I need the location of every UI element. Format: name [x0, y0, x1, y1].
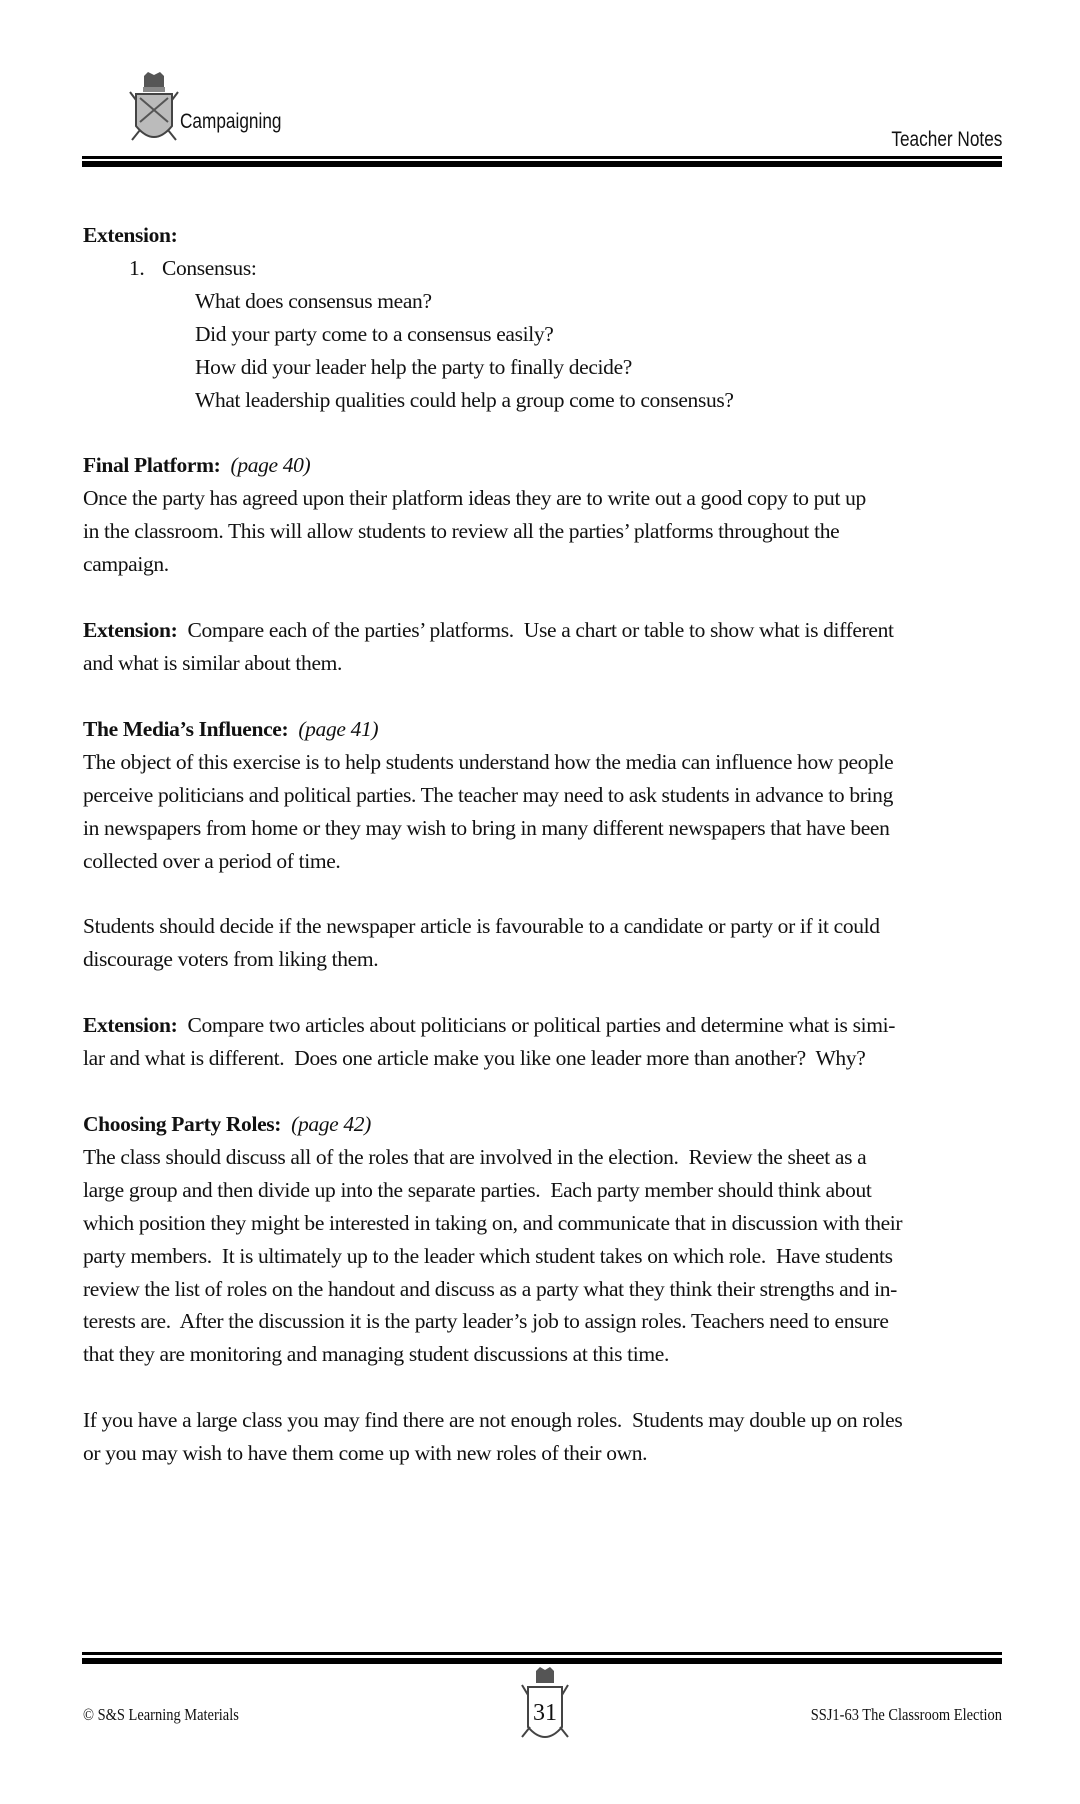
heading-text: Extension: — [83, 1013, 178, 1038]
line-text: terests are. After the discussion it is the party leader’s job to assign roles. Teachers need to ensure — [83, 1309, 889, 1334]
text-line — [83, 845, 1023, 878]
text-line — [83, 219, 1023, 252]
footer-product: SSJ1-63 The Classroom Election — [810, 1705, 1002, 1724]
text-line — [83, 548, 1023, 581]
line-text: campaign. — [83, 552, 169, 577]
line-text: review the list of roles on the handout and discuss as a party what they think their strengths and in- — [83, 1276, 897, 1301]
line-text: The object of this exercise is to help students understand how the media can influence how people — [83, 749, 894, 774]
text-line — [83, 647, 1023, 680]
line-text: which position they might be interested in taking on, and communicate that in discussion with their — [83, 1210, 903, 1235]
heading-text: Extension: — [83, 618, 178, 643]
line-text: If you have a large class you may find there are not enough roles. Students may double up on roles — [83, 1408, 903, 1433]
line-text: How did your leader help the party to finally decide? — [195, 354, 632, 379]
heading-text: Choosing Party Roles: — [83, 1111, 282, 1136]
text-line — [83, 1240, 1023, 1273]
line-text: or you may wish to have them come up with new roles of their own. — [83, 1441, 648, 1466]
text-line — [83, 351, 1023, 384]
text-line — [83, 1009, 1023, 1042]
header-rule-thin — [82, 156, 1002, 159]
text-line — [83, 1108, 1023, 1141]
crest-icon — [128, 70, 180, 150]
footer-rule-thin — [82, 1652, 1002, 1655]
text-line — [83, 482, 1023, 515]
blank-line — [83, 680, 1023, 713]
heading-text: The Media’s Influence: — [83, 716, 289, 741]
text-line — [83, 779, 1023, 812]
line-text: Did your party come to a consensus easily? — [195, 321, 554, 346]
blank-line — [83, 877, 1023, 910]
header-rule-thick — [82, 161, 1002, 167]
text-line — [83, 1305, 1023, 1338]
line-text: and what is similar about them. — [83, 650, 343, 675]
line-text: Students should decide if the newspaper article is favourable to a candidate or party or if it could — [83, 914, 880, 939]
text-line — [83, 614, 1023, 647]
line-text: large group and then divide up into the separate parties. Each party member should think about — [83, 1177, 872, 1202]
line-text: Consensus: — [162, 255, 257, 280]
text-line — [83, 285, 1023, 318]
line-text: Compare two articles about politicians or political parties and determine what is simi- — [177, 1013, 896, 1038]
line-text: What does consensus mean? — [195, 288, 432, 313]
line-text: The class should discuss all of the roles that are involved in the election. Review the sheet as a — [83, 1144, 867, 1169]
blank-line — [83, 1371, 1023, 1404]
text-line — [83, 1141, 1023, 1174]
text-line — [83, 1273, 1023, 1306]
text-line — [83, 812, 1023, 845]
text-line — [83, 943, 1023, 976]
text-line — [83, 515, 1023, 548]
text-line — [83, 1404, 1023, 1437]
line-text: that they are monitoring and managing student discussions at this time. — [83, 1342, 670, 1367]
heading-text: Final Platform: — [83, 453, 221, 478]
blank-line — [83, 976, 1023, 1009]
blank-line — [83, 417, 1023, 450]
text-line — [83, 318, 1023, 351]
body-text — [83, 219, 1023, 1470]
section-title: Campaigning — [180, 110, 282, 133]
text-line — [83, 384, 1023, 417]
line-text: lar and what is different. Does one article make you like one leader more than another? Why? — [83, 1046, 866, 1071]
text-line — [83, 1042, 1023, 1075]
header-label: Teacher Notes — [890, 128, 1002, 151]
line-text: perceive politicians and political parties. The teacher may need to ask students in advance to bring — [83, 782, 893, 807]
list-number: 1. — [129, 255, 145, 280]
text-line — [83, 746, 1023, 779]
heading-text: Extension: — [83, 223, 178, 247]
footer-copyright: © S&S Learning Materials — [83, 1705, 239, 1724]
footer-rule-thick — [82, 1658, 1002, 1664]
text-line — [83, 1207, 1023, 1240]
page-reference: (page 41) — [288, 716, 379, 741]
text-line — [83, 910, 1023, 943]
text-line — [83, 1174, 1023, 1207]
blank-line — [83, 581, 1023, 614]
text-line — [83, 252, 1023, 285]
line-text: Compare each of the parties’ platforms. Use a chart or table to show what is different — [177, 618, 894, 643]
text-line — [83, 713, 1023, 746]
line-text: party members. It is ultimately up to the leader which student takes on which role. Have students — [83, 1243, 893, 1268]
line-text: discourage voters from liking them. — [83, 947, 379, 972]
line-text: Once the party has agreed upon their platform ideas they are to write out a good copy to put up — [83, 486, 866, 511]
line-text: collected over a period of time. — [83, 848, 341, 873]
page-number: 31 — [533, 1700, 557, 1726]
page-reference: (page 40) — [220, 453, 311, 478]
line-text: in the classroom. This will allow students to review all the parties’ platforms throughout the — [83, 519, 840, 544]
blank-line — [83, 1075, 1023, 1108]
text-line — [83, 1437, 1023, 1470]
text-line — [83, 449, 1023, 482]
text-line — [83, 1338, 1023, 1371]
page-reference: (page 42) — [281, 1111, 371, 1136]
line-text: What leadership qualities could help a group come to consensus? — [195, 387, 734, 412]
line-text: in newspapers from home or they may wish to bring in many different newspapers that have been — [83, 815, 890, 840]
